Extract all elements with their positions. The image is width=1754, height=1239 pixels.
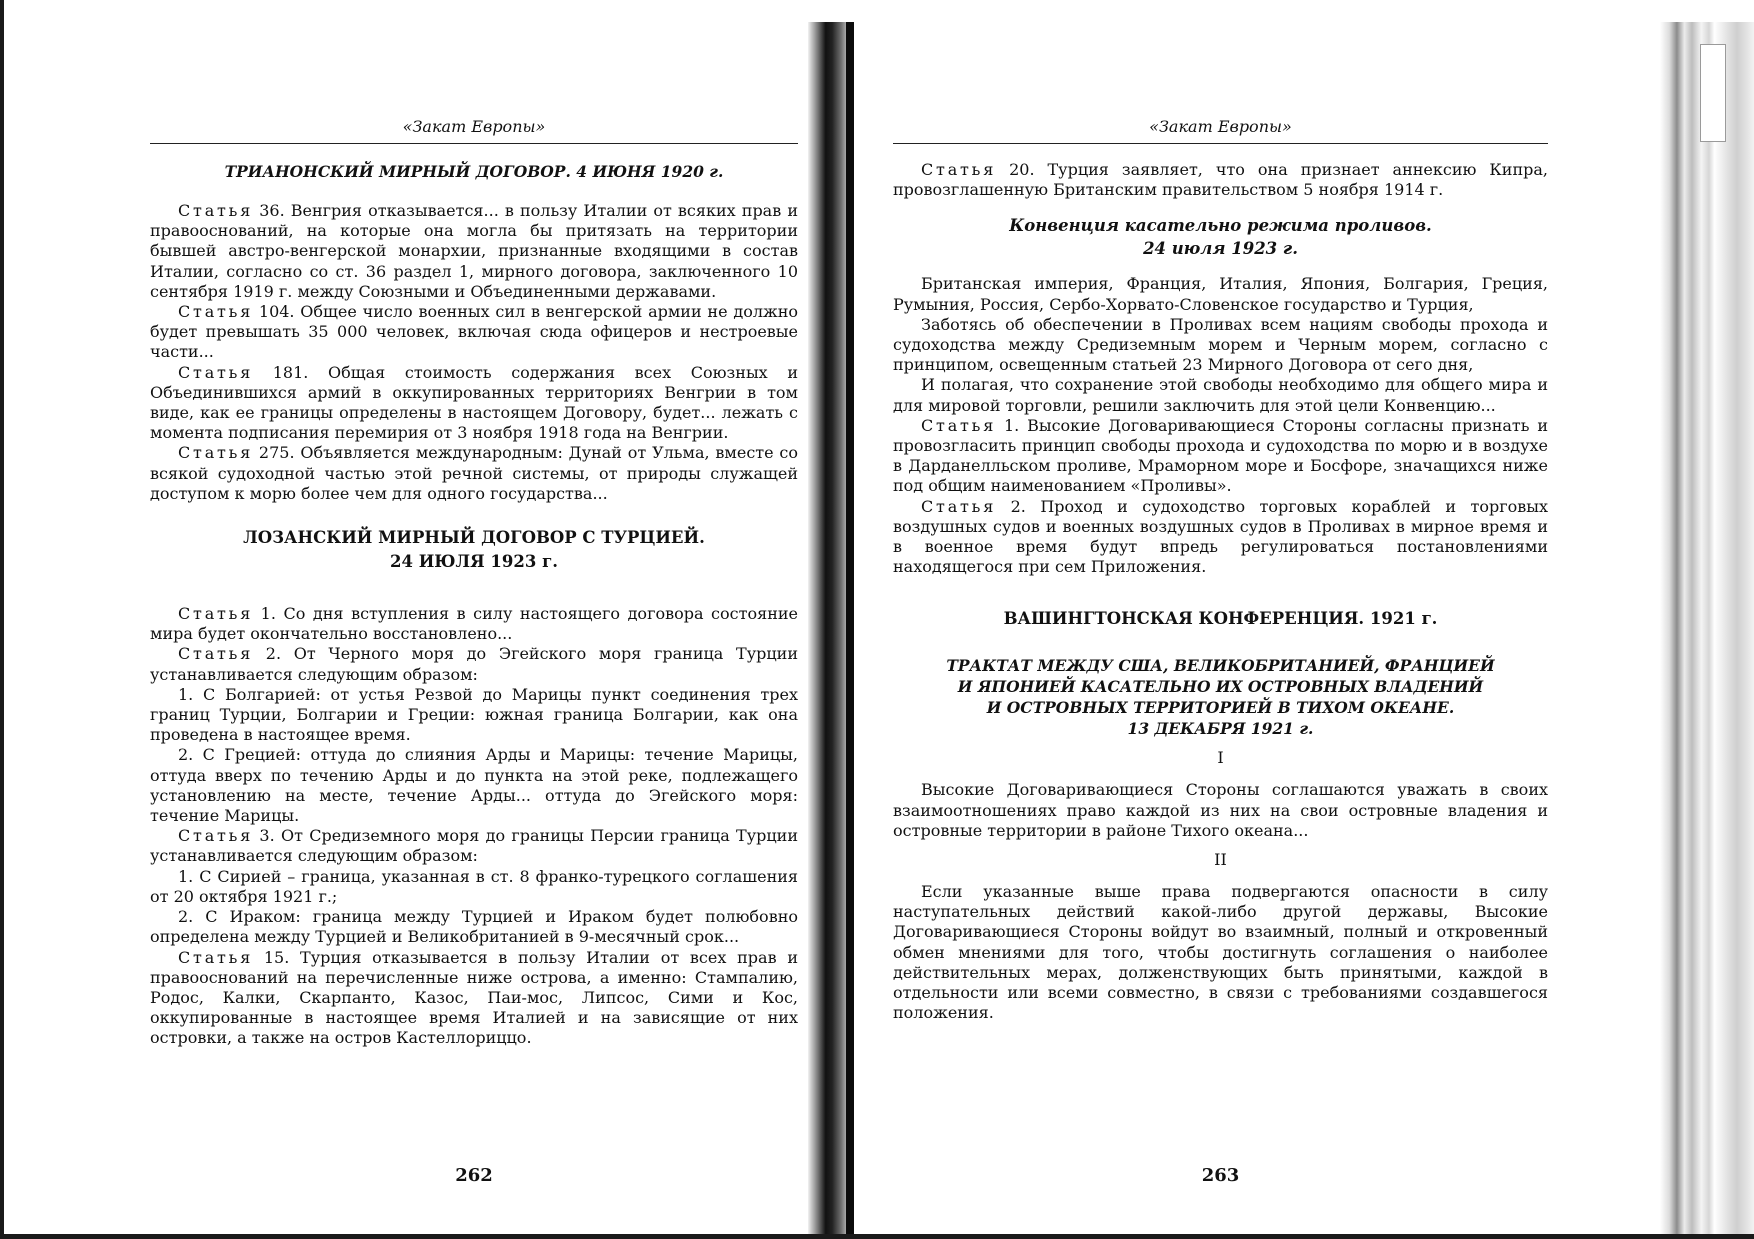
paragraph: 1. С Сирией – граница, указанная в ст. 8 франко-турецкого соглашения от 20 октября 1921 г.; <box>150 866 798 906</box>
article-label: Статья <box>921 160 997 179</box>
roman-numeral: II <box>1214 850 1227 870</box>
page-edges <box>1660 22 1754 1239</box>
left-page-body <box>150 160 798 1049</box>
section-title-lausanne-date: 24 ИЮЛЯ 1923 г. <box>390 552 558 572</box>
section-title-washington: ВАШИНГТОНСКАЯ КОНФЕРЕНЦИЯ. 1921 г. <box>1003 609 1438 629</box>
roman-numeral: I <box>1217 748 1224 768</box>
section-title-trianon: ТРИАНОНСКИЙ МИРНЫЙ ДОГОВОР. 4 ИЮНЯ 1920 г. <box>224 162 724 181</box>
paragraph: 2. С Грецией: оттуда до слияния Арды и Марицы: течение Марицы, оттуда вверх по течению Арды и до пункта на этой реке, подлежащего установлению на месте, течение Арды... оттуда до Эгейского моря: течение Марицы. <box>150 745 798 826</box>
treaty-title: И ОСТРОВНЫХ ТЕРРИТОРИЕЙ В ТИХОМ ОКЕАНЕ. <box>986 698 1455 718</box>
page-number: 263 <box>1201 1165 1240 1186</box>
paragraph: Если указанные выше права подвергаются опасности в силу наступательных действий какой-либо другой державы, Высокие Договаривающиеся Стороны войдут во взаимный, полный и откровенный обмен мнениями для того, чтобы достигнуть соглашения о наиболее действительных мерах, долженствующих быть принятыми, каждой в отдельности или всеми совместно, в связи с требованиями создавшегося положения. <box>893 882 1548 1023</box>
paragraph-text: 20. Турция заявляет, что она признает аннексию Кипра, провозглашенную Британским правительством 5 ноября 1914 г. <box>893 160 1548 200</box>
running-head: «Закат Европы» <box>1149 117 1292 136</box>
section-title-lausanne: ЛОЗАНСКИЙ МИРНЫЙ ДОГОВОР С ТУРЦИЕЙ. <box>243 528 705 548</box>
head-rule <box>150 143 798 144</box>
paragraph-text: 15. Турция отказывается в пользу Италии от всех прав и правооснований на перечисленные ниже острова, а именно: Стампалию, Родос, Калки, Скарпанто, Казос, Паи-мос, Липсос, Сими и Кос, оккупированные в настоящее время Италией и на зависящие от них островки, а также на остров Кастеллориццо. <box>150 947 798 1048</box>
paragraph-text: 2. Проход и судоходство торговых кораблей и торговых воздушных судов и военных воздушных судов в Проливах в мирное время и в военное время будут впредь регулироваться постановлениями находящегося при сем Приложения. <box>893 496 1548 577</box>
paragraph-text: 104. Общее число военных сил в венгерской армии не должно будет превышать 35 000 человек, включая сюда офицеров и нестроевые части... <box>150 302 799 362</box>
paragraph <box>150 363 798 444</box>
running-head: «Закат Европы» <box>402 117 546 136</box>
left-page <box>150 0 798 1239</box>
gutter-shadow <box>846 22 854 1239</box>
paragraph <box>893 160 1548 200</box>
article-label: Статья <box>921 415 997 435</box>
paragraph <box>150 948 798 1049</box>
paragraph-text: 1. Высокие Договаривающиеся Стороны согласны признать и провозгласить принцип свободы прохода и судоходства по морю и в воздухе в Дарданелльском проливе, Мраморном море и Босфоре, значащихся ниже под общим наименованием «Проливы». <box>893 415 1548 496</box>
article-label: Статья <box>178 644 254 664</box>
paragraph <box>150 826 798 866</box>
paragraph: Высокие Договаривающиеся Стороны соглашаются уважать в своих взаимоотношениях право каждой из них на свои островные владения и островные территории в районе Тихого океана... <box>893 780 1548 840</box>
head-rule <box>893 143 1548 144</box>
paragraph <box>150 443 798 504</box>
article-label: Статья <box>178 604 254 624</box>
paragraph-text: 275. Объявляется международным: Дунай от Ульма, вместе со всякой судоходной частью этой речной системы, от природы служащей доступом к морю более чем для одного государства... <box>150 443 798 503</box>
article-label: Статья <box>178 947 254 967</box>
right-page <box>893 0 1548 1239</box>
paragraph <box>150 201 798 302</box>
paragraph <box>150 604 798 644</box>
paragraph-text: 181. Общая стоимость содержания всех Союзных и Объединившихся армий в оккупированных территориях Венгрии в том виде, как ее границы определены в настоящем Договору, будет... лежать с момента подписания перемирия от 3 ноября 1918 года на Венгрии. <box>150 362 798 443</box>
paragraph: Заботясь об обеспечении в Проливах всем нациям свободы прохода и судоходства между Средиземным морем и Черным морем, согласно с принципом, освещенным статьей 23 Мирного Договора от сего дня, <box>893 314 1548 375</box>
paragraph-text: 1. Со дня вступления в силу настоящего договора состояние мира будет окончательно восстановлено... <box>150 604 798 644</box>
paragraph: Британская империя, Франция, Италия, Япония, Болгария, Греция, Румыния, Россия, Сербо-Хорвато-Словенское государство и Турция, <box>893 274 1548 314</box>
convention-date: 24 июля 1923 г. <box>1143 239 1298 259</box>
paragraph <box>150 644 798 684</box>
paragraph: И полагая, что сохранение этой свободы необходимо для общего мира и для мировой торговли, решили заключить для этой цели Конвенцию... <box>893 375 1548 415</box>
treaty-title: ТРАКТАТ МЕЖДУ США, ВЕЛИКОБРИТАНИЕЙ, ФРАНЦИЕЙ <box>946 656 1495 676</box>
left-scan-edge <box>0 0 4 1239</box>
convention-title: Конвенция касательно режима проливов. <box>1009 216 1432 236</box>
paragraph-text: 36. Венгрия отказывается... в пользу Италии от всяких прав и правооснований, на которые она могла бы притязать на территории бывшей австро-венгерской монархии, признанные входящими в состав Италии, согласно со ст. 36 раздел 1, мирного договора, заключенного 10 сентября 1919 г. между Союзными и Объединенными державами. <box>150 201 798 301</box>
paragraph <box>893 416 1548 497</box>
paragraph-text: 2. От Черного моря до Эгейского моря граница Турции устанавливается следующим образом: <box>150 644 798 684</box>
article-label: Статья <box>178 826 254 846</box>
article-label: Статья <box>921 496 997 516</box>
article-label: Статья <box>178 201 254 220</box>
paragraph <box>150 302 798 363</box>
treaty-title: И ЯПОНИЕЙ КАСАТЕЛЬНО ИХ ОСТРОВНЫХ ВЛАДЕНИЙ <box>957 677 1484 697</box>
paragraph: 1. С Болгарией: от устья Резвой до Марицы пункт соединения трех границ Турции, Болгарии и Греции: южная граница Болгарии, как она проведена в настоящее время. <box>150 684 798 745</box>
paragraph-text: 3. От Средиземного моря до границы Персии граница Турции устанавливается следующим образом: <box>150 826 798 866</box>
treaty-date: 13 ДЕКАБРЯ 1921 г. <box>1127 719 1314 739</box>
bookmark-strip <box>1700 44 1726 142</box>
paragraph: 2. С Ираком: граница между Турцией и Ираком будет полюбовно определена между Турцией и Великобританией в 9-месячный срок... <box>150 907 798 947</box>
page-number: 262 <box>455 1165 493 1186</box>
right-page-body <box>893 160 1548 1023</box>
article-label: Статья <box>178 302 254 322</box>
article-label: Статья <box>178 443 254 463</box>
article-label: Статья <box>178 362 254 382</box>
paragraph <box>893 497 1548 578</box>
